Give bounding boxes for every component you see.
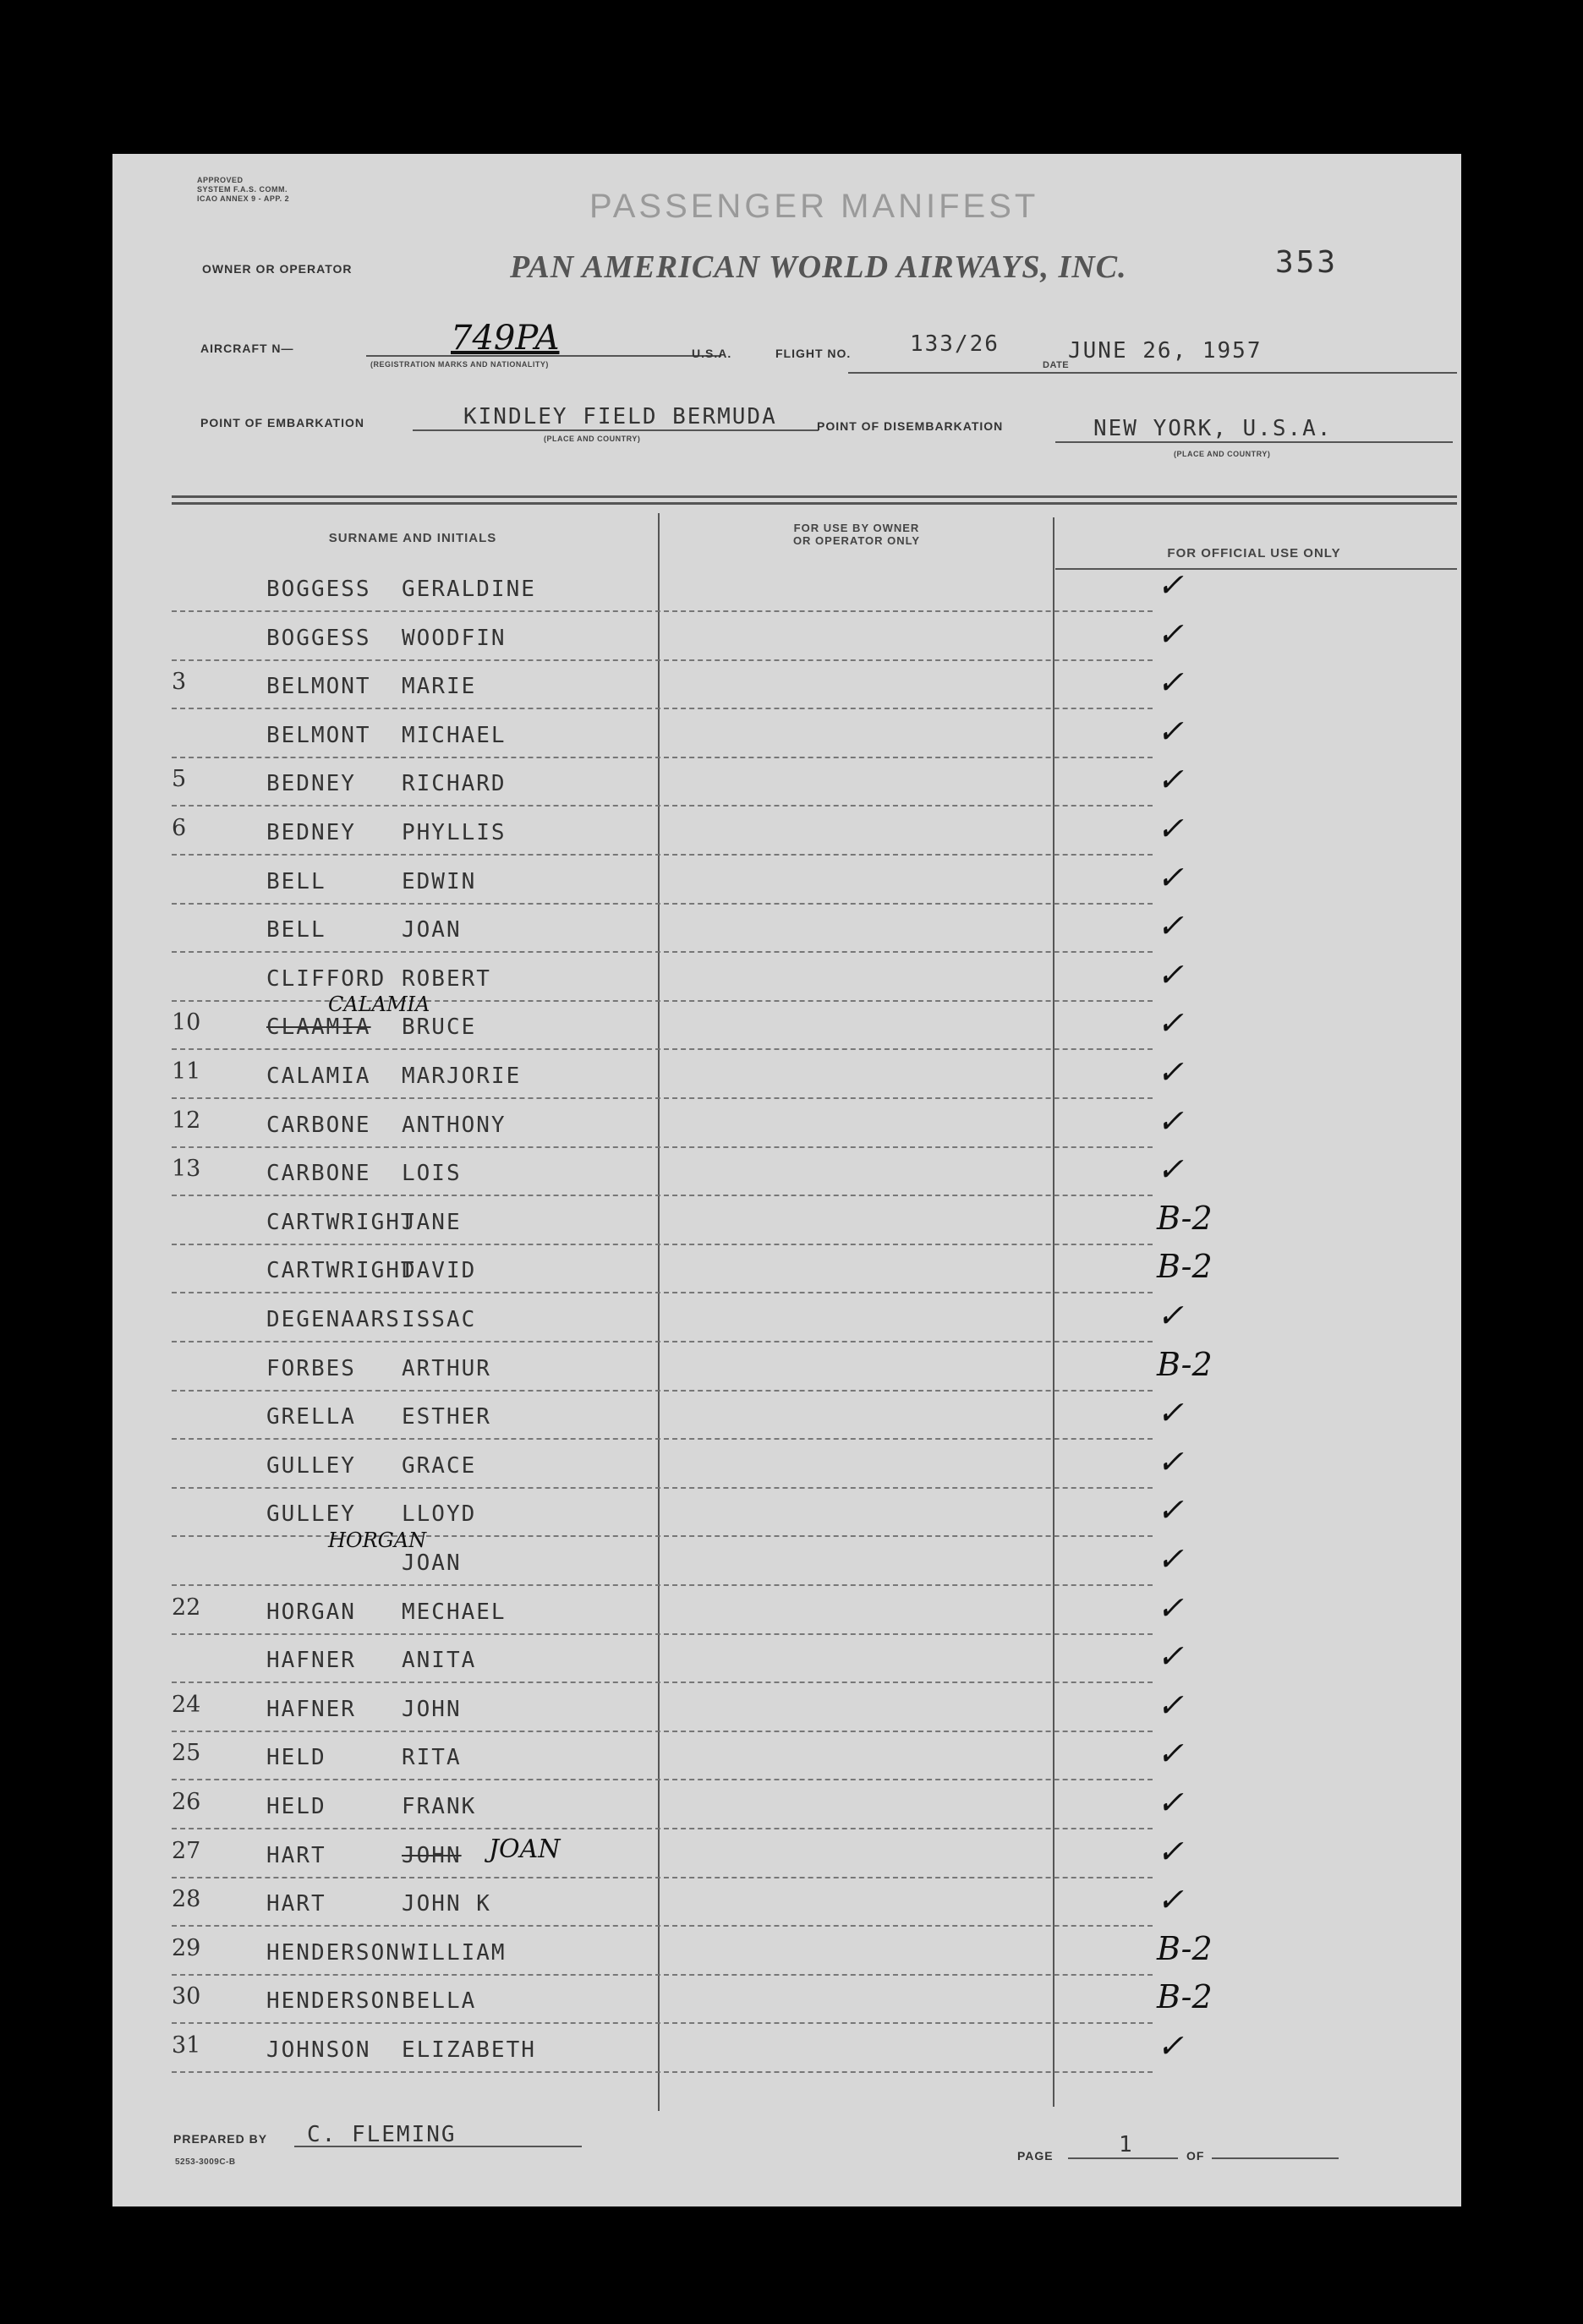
row-rule xyxy=(172,1828,1153,1829)
official-note: B-2 xyxy=(1157,1929,1213,1967)
passenger-given-name: JOHN xyxy=(402,1696,462,1722)
row-number: 27 xyxy=(172,1837,201,1864)
of-label: OF xyxy=(1186,2149,1205,2163)
passenger-surname: CLIFFORD xyxy=(266,965,386,992)
row-number: 5 xyxy=(172,766,187,793)
passenger-row xyxy=(172,858,1457,909)
row-rule xyxy=(172,1341,1153,1342)
check-mark-icon: ✓ xyxy=(1157,1004,1184,1042)
passenger-surname: GULLEY xyxy=(266,1501,356,1528)
check-mark-icon: ✓ xyxy=(1157,712,1184,750)
row-number: 6 xyxy=(172,815,187,841)
passenger-row xyxy=(172,714,1457,763)
passenger-row xyxy=(172,1104,1457,1152)
manifest-title: PASSENGER MANIFEST xyxy=(589,188,1039,225)
passenger-given-name: ESTHER xyxy=(402,1404,491,1430)
passenger-surname: BELL xyxy=(266,917,326,943)
passenger-surname: BEDNEY xyxy=(266,771,356,797)
of-rule xyxy=(1212,2157,1339,2159)
check-mark-icon: ✓ xyxy=(1157,664,1184,702)
row-rule xyxy=(172,1390,1153,1392)
column-header-official: FOR OFFICIAL USE ONLY xyxy=(1167,546,1341,560)
passenger-row xyxy=(172,1442,1457,1493)
check-mark-icon: ✓ xyxy=(1157,1394,1184,1432)
flight-date: JUNE 26, 1957 xyxy=(1068,338,1263,364)
check-mark-icon: ✓ xyxy=(1157,810,1184,847)
check-mark-icon: ✓ xyxy=(1157,1151,1184,1189)
passenger-given-name: BRUCE xyxy=(402,1014,477,1041)
check-mark-icon: ✓ xyxy=(1157,1491,1184,1529)
passenger-surname: HART xyxy=(266,1842,326,1868)
passenger-given-name: MARIE xyxy=(402,674,477,700)
passenger-row xyxy=(172,1345,1457,1396)
passenger-surname: JOHNSON xyxy=(266,2037,371,2063)
passenger-given-name: ANITA xyxy=(402,1648,477,1674)
passenger-row xyxy=(172,1299,1457,1347)
passenger-surname: HENDERSON xyxy=(266,1988,401,2015)
passenger-row xyxy=(172,1152,1457,1200)
passenger-row xyxy=(172,617,1457,665)
row-rule xyxy=(172,757,1153,758)
check-mark-icon: ✓ xyxy=(1157,2027,1184,2064)
flight-label: FLIGHT NO. xyxy=(775,347,852,360)
passenger-given-name: ELIZABETH xyxy=(402,2037,536,2063)
passenger-given-name: LOIS xyxy=(402,1161,462,1187)
row-number: 30 xyxy=(172,1983,201,2010)
passenger-row xyxy=(172,909,1457,957)
passenger-given-name: WOODFIN xyxy=(402,625,507,651)
table-top-rule-2 xyxy=(172,502,1457,505)
passenger-row xyxy=(172,1832,1457,1883)
passenger-row xyxy=(172,1249,1457,1298)
passenger-given-name: MICHAEL xyxy=(402,722,507,748)
row-rule xyxy=(172,1048,1153,1050)
disembark-label: POINT OF DISEMBARKATION xyxy=(817,419,1004,433)
check-mark-icon: ✓ xyxy=(1157,1053,1184,1091)
row-rule xyxy=(172,1925,1153,1927)
check-mark-icon: ✓ xyxy=(1157,1297,1184,1334)
official-note: B-2 xyxy=(1157,1978,1213,2016)
passenger-given-name: ROBERT xyxy=(402,965,491,992)
row-number: 11 xyxy=(172,1058,201,1085)
row-rule xyxy=(172,1535,1153,1537)
handwritten-correction: CALAMIA xyxy=(328,992,430,1017)
embark-place: KINDLEY FIELD BERMUDA xyxy=(463,404,777,429)
check-mark-icon: ✓ xyxy=(1157,907,1184,945)
passenger-row xyxy=(172,1201,1457,1249)
check-mark-icon: ✓ xyxy=(1157,1881,1184,1919)
prepared-label: PREPARED BY xyxy=(173,2132,268,2146)
flight-rule xyxy=(848,372,1457,374)
passenger-row xyxy=(172,2029,1457,2077)
passenger-given-name: JOHN xyxy=(402,1842,462,1868)
passenger-surname: CARBONE xyxy=(266,1161,371,1187)
page-number: 353 xyxy=(1275,245,1339,280)
passenger-surname: HART xyxy=(266,1891,326,1917)
row-number: 24 xyxy=(172,1691,201,1718)
passenger-surname: DEGENAARS xyxy=(266,1307,401,1332)
passenger-given-name: PHYLLIS xyxy=(402,820,507,845)
row-rule xyxy=(172,1731,1153,1732)
row-number: 28 xyxy=(172,1886,201,1913)
approval-stamp-line2: SYSTEM F.A.S. COMM. xyxy=(197,185,288,194)
row-number: 26 xyxy=(172,1789,201,1815)
row-rule xyxy=(172,1195,1153,1196)
row-number: 22 xyxy=(172,1594,201,1621)
flight-number: 133/26 xyxy=(910,331,1000,357)
row-number: 29 xyxy=(172,1934,201,1961)
check-mark-icon: ✓ xyxy=(1157,858,1184,896)
usa-label: U.S.A. xyxy=(692,347,732,360)
passenger-row xyxy=(172,1055,1457,1103)
passenger-surname: HENDERSON xyxy=(266,1939,401,1966)
passenger-given-name: JOAN xyxy=(402,1550,462,1576)
row-rule xyxy=(172,1146,1153,1148)
passenger-row xyxy=(172,1396,1457,1444)
passenger-given-name: FRANK xyxy=(402,1794,477,1819)
passenger-surname: CARTWRIGHT xyxy=(266,1209,416,1235)
row-rule xyxy=(172,1097,1153,1099)
row-rule xyxy=(172,1877,1153,1878)
passenger-row xyxy=(172,1785,1457,1834)
passenger-row xyxy=(172,665,1457,714)
embark-rule xyxy=(413,429,819,431)
disembark-sublabel: (PLACE AND COUNTRY) xyxy=(1174,450,1271,458)
passenger-row xyxy=(172,1883,1457,1931)
passenger-row xyxy=(172,812,1457,860)
aircraft-sublabel: (REGISTRATION MARKS AND NATIONALITY) xyxy=(370,360,549,369)
passenger-row xyxy=(172,1929,1457,1980)
check-mark-icon: ✓ xyxy=(1157,1638,1184,1676)
row-number: 12 xyxy=(172,1107,201,1134)
row-rule xyxy=(172,903,1153,905)
passenger-surname: BOGGESS xyxy=(266,577,371,602)
passenger-given-name: ANTHONY xyxy=(402,1112,507,1138)
date-label: DATE xyxy=(1043,360,1070,370)
passenger-surname: CLAAMIA xyxy=(266,1014,371,1041)
passenger-surname: CALAMIA xyxy=(266,1064,371,1089)
passenger-given-name: JANE xyxy=(402,1209,462,1235)
disembark-place: NEW YORK, U.S.A. xyxy=(1093,416,1333,441)
official-note: B-2 xyxy=(1157,1248,1213,1286)
passenger-surname: HELD xyxy=(266,1794,326,1819)
passenger-given-name: GRACE xyxy=(402,1452,477,1479)
row-number: 31 xyxy=(172,2032,201,2059)
passenger-given-name: BELLA xyxy=(402,1988,477,2015)
check-mark-icon: ✓ xyxy=(1157,761,1184,799)
passenger-surname: BOGGESS xyxy=(266,625,371,651)
embark-sublabel: (PLACE AND COUNTRY) xyxy=(544,435,641,443)
passenger-row xyxy=(172,568,1457,616)
row-rule xyxy=(172,1633,1153,1635)
passenger-row xyxy=(172,1688,1457,1736)
row-rule xyxy=(172,1292,1153,1293)
row-rule xyxy=(172,2071,1153,2073)
passenger-given-name: JOAN xyxy=(402,917,462,943)
passenger-surname: BEDNEY xyxy=(266,820,356,845)
handwritten-correction: HORGAN xyxy=(328,1528,427,1552)
passenger-given-name: JOHN K xyxy=(402,1891,491,1917)
embark-label: POINT OF EMBARKATION xyxy=(200,416,364,429)
row-rule xyxy=(172,805,1153,807)
passenger-surname: CARTWRIGHT xyxy=(266,1258,416,1284)
approval-stamp-line1: APPROVED xyxy=(197,176,244,184)
owner-name: PAN AMERICAN WORLD AIRWAYS, INC. xyxy=(510,249,1127,285)
passenger-surname: CARBONE xyxy=(266,1112,371,1138)
passenger-given-name: DAVID xyxy=(402,1258,477,1284)
column-header-owner-2: OR OPERATOR ONLY xyxy=(792,534,921,547)
prepared-rule xyxy=(294,2146,582,2147)
passenger-given-name: MARJORIE xyxy=(402,1064,522,1089)
row-rule xyxy=(172,659,1153,661)
row-rule xyxy=(172,854,1153,856)
handwritten-correction: JOAN xyxy=(489,1834,561,1864)
row-number: 25 xyxy=(172,1740,201,1767)
aircraft-label: AIRCRAFT N— xyxy=(200,342,294,355)
page-label: PAGE xyxy=(1017,2149,1054,2163)
row-rule xyxy=(172,610,1153,612)
aircraft-number: 749PA xyxy=(451,319,560,358)
check-mark-icon: ✓ xyxy=(1157,1540,1184,1578)
row-rule xyxy=(172,1438,1153,1440)
row-rule xyxy=(172,1244,1153,1245)
check-mark-icon: ✓ xyxy=(1157,1832,1184,1870)
passenger-surname: GRELLA xyxy=(266,1404,356,1430)
row-number: 3 xyxy=(172,669,187,696)
aircraft-rule xyxy=(366,355,721,357)
check-mark-icon: ✓ xyxy=(1157,1442,1184,1480)
page-rule xyxy=(1068,2157,1178,2159)
check-mark-icon: ✓ xyxy=(1157,1735,1184,1773)
passenger-row xyxy=(172,1980,1457,2028)
manifest-sheet xyxy=(112,154,1461,2206)
check-mark-icon: ✓ xyxy=(1157,1686,1184,1724)
column-header-surname: SURNAME AND INITIALS xyxy=(328,531,497,545)
table-top-rule xyxy=(172,495,1457,498)
passenger-row xyxy=(172,763,1457,811)
passenger-surname: FORBES xyxy=(266,1355,356,1381)
row-rule xyxy=(172,1779,1153,1780)
passenger-surname: HELD xyxy=(266,1745,326,1771)
official-note: B-2 xyxy=(1157,1199,1213,1237)
passenger-given-name: RITA xyxy=(402,1745,462,1771)
passenger-given-name: GERALDINE xyxy=(402,577,536,602)
passenger-surname: HORGAN xyxy=(266,1599,356,1625)
official-note: B-2 xyxy=(1157,1345,1213,1383)
passenger-given-name: LLOYD xyxy=(402,1501,477,1528)
passenger-surname: BELMONT xyxy=(266,674,371,700)
check-mark-icon: ✓ xyxy=(1157,566,1184,604)
row-rule xyxy=(172,1681,1153,1683)
row-rule xyxy=(172,1000,1153,1002)
passenger-row xyxy=(172,1736,1457,1785)
passenger-row xyxy=(172,992,1457,1054)
row-rule xyxy=(172,951,1153,953)
passenger-given-name: MECHAEL xyxy=(402,1599,507,1625)
page-value: 1 xyxy=(1119,2132,1134,2157)
passenger-row xyxy=(172,1528,1457,1590)
passenger-surname: HAFNER xyxy=(266,1696,356,1722)
row-number: 13 xyxy=(172,1156,201,1183)
passenger-given-name: ARTHUR xyxy=(402,1355,491,1381)
disembark-rule xyxy=(1055,441,1453,443)
passenger-row xyxy=(172,1591,1457,1639)
check-mark-icon: ✓ xyxy=(1157,955,1184,993)
check-mark-icon: ✓ xyxy=(1157,1102,1184,1140)
passenger-surname: BELL xyxy=(266,868,326,894)
passenger-row xyxy=(172,1639,1457,1687)
passenger-surname: HAFNER xyxy=(266,1648,356,1674)
row-rule xyxy=(172,1584,1153,1586)
row-rule xyxy=(172,1487,1153,1489)
passenger-surname: GULLEY xyxy=(266,1452,356,1479)
passenger-given-name: RICHARD xyxy=(402,771,507,797)
row-number: 10 xyxy=(172,1009,201,1036)
check-mark-icon: ✓ xyxy=(1157,615,1184,653)
row-rule xyxy=(172,708,1153,709)
passenger-given-name: WILLIAM xyxy=(402,1939,507,1966)
passenger-given-name: EDWIN xyxy=(402,868,477,894)
check-mark-icon: ✓ xyxy=(1157,1784,1184,1821)
check-mark-icon: ✓ xyxy=(1157,1589,1184,1627)
approval-stamp-line3: ICAO ANNEX 9 - APP. 2 xyxy=(197,194,290,203)
passenger-surname: BELMONT xyxy=(266,722,371,748)
prepared-by: C. FLEMING xyxy=(307,2122,457,2147)
owner-label: OWNER OR OPERATOR xyxy=(202,262,353,276)
row-rule xyxy=(172,1974,1153,1976)
passenger-given-name: ISSAC xyxy=(402,1307,477,1332)
row-rule xyxy=(172,2022,1153,2024)
column-header-owner-1: FOR USE BY OWNER xyxy=(793,522,920,534)
form-number: 5253-3009C-B xyxy=(175,2157,236,2167)
